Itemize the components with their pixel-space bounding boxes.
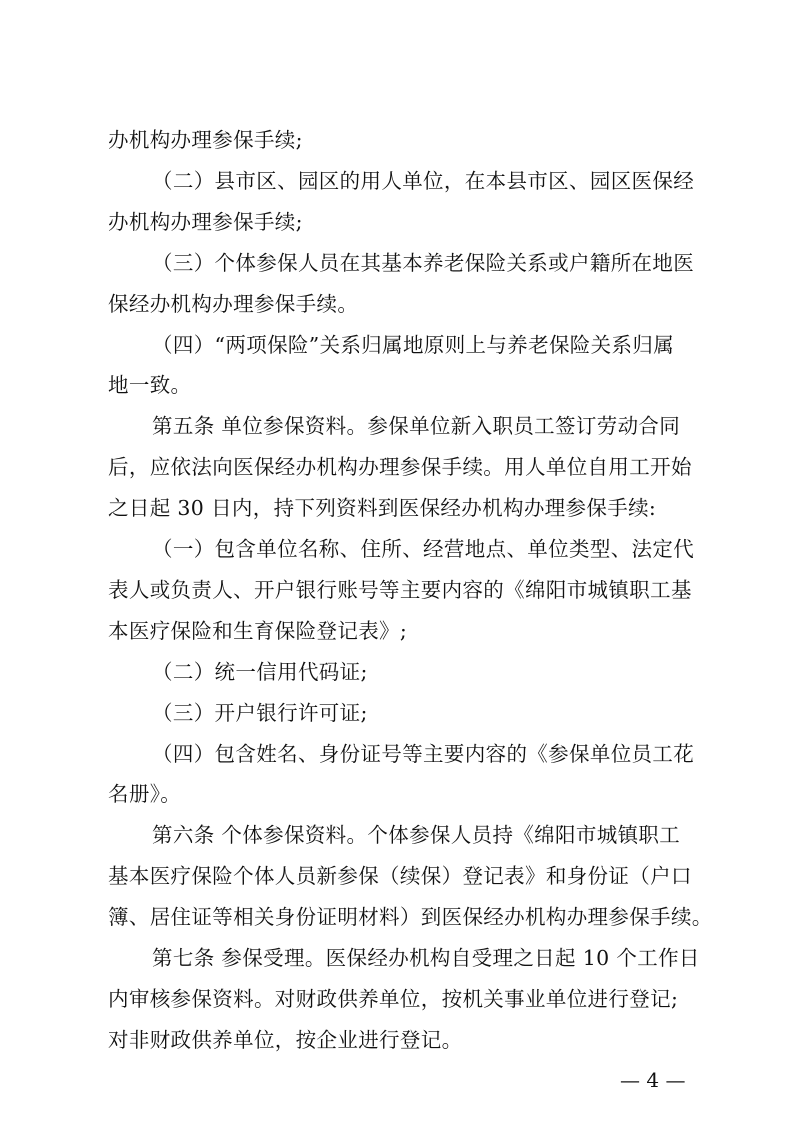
text-line: （二）县市区、园区的用人单位，在本县市区、园区医保经: [152, 169, 695, 193]
text-line: 第六条 个体参保资料。个体参保人员持《绵阳市城镇职工: [152, 823, 681, 847]
text-line: （三）开户银行许可证;: [152, 701, 368, 725]
text-line: （二）统一信用代码证;: [152, 660, 368, 684]
text-line: 基本医疗保险个体人员新参保（续保）登记表》和身份证（户口: [108, 864, 692, 888]
text-line: 本医疗保险和生育保险登记表》;: [108, 619, 408, 643]
text-line: 保经办机构办理参保手续。: [108, 292, 359, 316]
text-line: 名册》。: [108, 782, 182, 806]
text-line: 地一致。: [108, 373, 192, 397]
text-line: 第五条 单位参保资料。参保单位新入职员工签订劳动合同: [152, 414, 681, 438]
text-line: （四）包含姓名、身份证号等主要内容的《参保单位员工花: [152, 742, 695, 766]
text-line: 内审核参保资料。对财政供养单位，按机关事业单位进行登记;: [108, 987, 679, 1011]
text-line: 第七条 参保受理。医保经办机构自受理之日起 10 个工作日: [152, 946, 700, 970]
text-line: （四）“两项保险”关系归属地原则上与养老保险关系归属: [152, 333, 675, 357]
page-number: — 4 —: [620, 1068, 686, 1092]
text-line: 后，应依法向医保经办机构办理参保手续。用人单位自用工开始: [108, 455, 692, 479]
text-line: （三）个体参保人员在其基本养老保险关系或户籍所在地医: [152, 251, 695, 275]
text-line: （一）包含单位名称、住所、经营地点、单位类型、法定代: [152, 537, 695, 561]
text-line: 表人或负责人、开户银行账号等主要内容的《绵阳市城镇职工基: [108, 578, 692, 602]
text-line: 办机构办理参保手续;: [108, 128, 303, 152]
text-line: 之日起 30 日内，持下列资料到医保经办机构办理参保手续:: [108, 496, 657, 520]
text-line: 簿、居住证等相关身份证明材料）到医保经办机构办理参保手续。: [108, 905, 713, 929]
text-line: 办机构办理参保手续;: [108, 210, 303, 234]
text-line: 对非财政供养单位，按企业进行登记。: [108, 1028, 463, 1052]
